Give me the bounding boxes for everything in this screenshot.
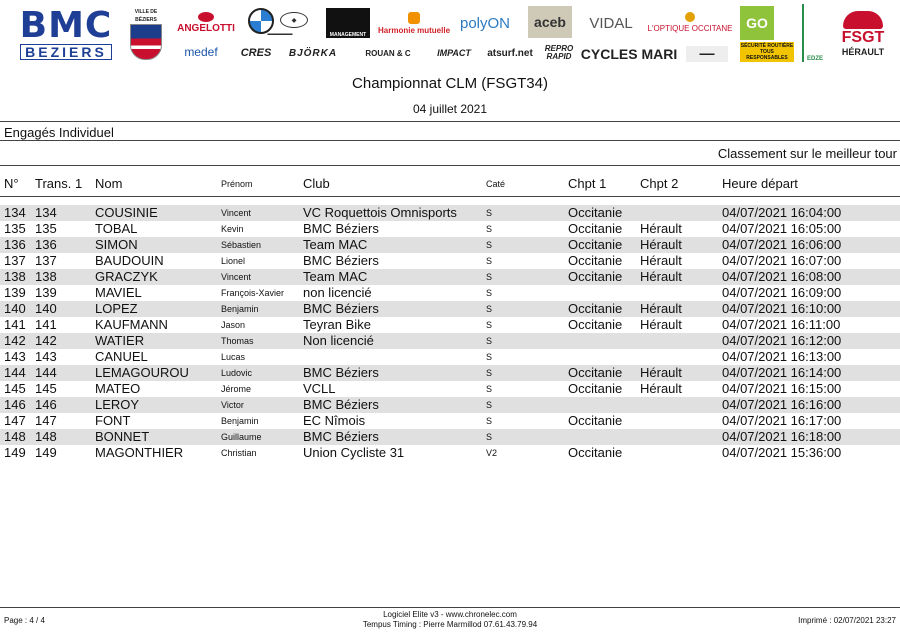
- table-row: [0, 333, 900, 349]
- cell-chpt2: Hérault: [640, 221, 682, 236]
- cell-nom: BAUDOUIN: [95, 253, 164, 268]
- cell-trans: 148: [35, 429, 57, 444]
- column-header-club: Club: [303, 176, 330, 191]
- cell-cate: S: [486, 336, 493, 346]
- page-number: Page : 4 / 4: [4, 616, 45, 625]
- rouan-text: ROUAN & C: [365, 48, 411, 58]
- angelotti-logo: [176, 10, 236, 36]
- table-row: [0, 349, 900, 365]
- cell-depart: 04/07/2021 16:17:00: [722, 413, 842, 428]
- securite-routiere-logo: [740, 42, 794, 62]
- cell-trans: 134: [35, 205, 57, 220]
- impact-logo: [430, 46, 478, 60]
- polyon-logo: [456, 12, 514, 34]
- repro-rapid-logo: [542, 44, 576, 62]
- cell-chpt2: Hérault: [640, 381, 682, 396]
- cell-cate: S: [486, 288, 493, 298]
- cell-trans: 138: [35, 269, 57, 284]
- atsurf-text: atsurf.net: [487, 47, 533, 59]
- table-row: [0, 221, 900, 237]
- medef-text: medef: [184, 45, 218, 59]
- cell-prenom: Guillaume: [221, 432, 262, 442]
- cell-club: Team MAC: [303, 237, 368, 252]
- cell-cate: S: [486, 208, 493, 218]
- cell-nom: KAUFMANN: [95, 317, 168, 332]
- polyon-text: polyON: [459, 14, 511, 32]
- management-text: MANAGEMENT: [329, 32, 367, 38]
- cell-num: 139: [4, 285, 26, 300]
- edze-text: EDZE: [806, 56, 823, 62]
- cell-prenom: Kevin: [221, 224, 244, 234]
- page-title: Championnat CLM (FSGT34): [352, 75, 548, 92]
- optique-mark-icon: [685, 12, 695, 22]
- cell-club: Non licencié: [303, 333, 374, 348]
- beziers-city-logo: [128, 8, 164, 60]
- cell-chpt2: Hérault: [640, 253, 682, 268]
- cell-depart: 04/07/2021 16:11:00: [722, 317, 841, 332]
- cell-cate: S: [486, 384, 493, 394]
- cell-nom: CANUEL: [95, 349, 148, 364]
- divider: [0, 607, 900, 608]
- optique-occitane-logo: [647, 8, 733, 36]
- table-row: [0, 301, 900, 317]
- optique-text: L'OPTIQUE OCCITANE: [647, 23, 733, 33]
- column-header-chpt1: Chpt 1: [568, 176, 607, 191]
- cell-prenom: Benjamin: [221, 304, 259, 314]
- cell-num: 145: [4, 381, 26, 396]
- entries-table: [0, 205, 900, 461]
- cell-trans: 137: [35, 253, 57, 268]
- cell-num: 149: [4, 445, 26, 460]
- cell-nom: GRACZYK: [95, 269, 158, 284]
- divider: [0, 121, 900, 122]
- medef-logo: [170, 44, 232, 60]
- aceb-logo: [528, 6, 572, 38]
- timing-credit: Tempus Timing : Pierre Marmillod 07.61.43.79.94: [362, 620, 538, 629]
- cell-club: VC Roquettois Omnisports: [303, 205, 457, 220]
- atsurf-logo: [486, 46, 534, 60]
- divider: [0, 196, 900, 197]
- cell-chpt2: Hérault: [640, 237, 682, 252]
- cell-depart: 04/07/2021 16:09:00: [722, 285, 842, 300]
- cell-prenom: Christian: [221, 448, 257, 458]
- cell-trans: 142: [35, 333, 57, 348]
- table-row: [0, 429, 900, 445]
- cell-trans: 147: [35, 413, 57, 428]
- cell-depart: 04/07/2021 16:06:00: [722, 237, 842, 252]
- cell-cate: S: [486, 320, 493, 330]
- angelotti-mark-icon: [198, 12, 214, 22]
- column-header-chpt2: Chpt 2: [640, 176, 679, 191]
- cell-chpt1: Occitanie: [568, 301, 623, 316]
- cell-club: Union Cycliste 31: [303, 445, 405, 460]
- cell-trans: 141: [35, 317, 57, 332]
- cell-prenom: Jason: [221, 320, 246, 330]
- cell-depart: 04/07/2021 16:04:00: [722, 205, 842, 220]
- cell-club: Team MAC: [303, 269, 368, 284]
- cell-chpt1: Occitanie: [568, 365, 623, 380]
- cell-cate: S: [486, 400, 493, 410]
- cell-trans: 136: [35, 237, 57, 252]
- table-row: [0, 269, 900, 285]
- bmc-logo-subtext: BEZIERS: [20, 44, 112, 60]
- cell-num: 141: [4, 317, 26, 332]
- column-header-depart: Heure départ: [722, 176, 798, 191]
- cell-trans: 145: [35, 381, 57, 396]
- cell-depart: 04/07/2021 16:08:00: [722, 269, 842, 284]
- cell-nom: LEMAGOUROU: [95, 365, 189, 380]
- cell-prenom: Ludovic: [221, 368, 253, 378]
- cell-nom: SIMON: [95, 237, 138, 252]
- cell-cate: S: [486, 432, 493, 442]
- cell-trans: 146: [35, 397, 57, 412]
- cell-cate: S: [486, 416, 493, 426]
- cell-club: BMC Béziers: [303, 397, 379, 412]
- column-header-nom: Nom: [95, 176, 123, 191]
- bmc-logo-text: BMC: [19, 5, 113, 46]
- cell-club: non licencié: [303, 285, 372, 300]
- table-row: [0, 381, 900, 397]
- table-row: [0, 237, 900, 253]
- bmc-beziers-logo: [14, 5, 118, 60]
- cell-num: 134: [4, 205, 26, 220]
- table-row: [0, 205, 900, 221]
- bjorka-logo: [284, 46, 342, 60]
- cres-text: CRES: [240, 47, 272, 59]
- cell-chpt1: Occitanie: [568, 381, 623, 396]
- cycles-mari-logo: [580, 46, 678, 62]
- cell-trans: 135: [35, 221, 57, 236]
- cell-depart: 04/07/2021 16:13:00: [722, 349, 842, 364]
- cell-cate: S: [486, 304, 493, 314]
- table-row: [0, 413, 900, 429]
- cell-cate: S: [486, 368, 493, 378]
- cell-trans: 143: [35, 349, 57, 364]
- cell-prenom: Benjamin: [221, 416, 259, 426]
- cell-chpt1: Occitanie: [568, 269, 623, 284]
- cell-cate: S: [486, 352, 493, 362]
- vidal-text: VIDAL: [589, 14, 633, 32]
- dealer-logo-icon: ▬▬▬▬▬: [267, 31, 293, 37]
- harmonie-text: Harmonie mutuelle: [378, 25, 451, 35]
- cell-club: Teyran Bike: [303, 317, 371, 332]
- cell-trans: 139: [35, 285, 57, 300]
- cell-num: 138: [4, 269, 26, 284]
- software-credit: Logiciel Elite v3 - www.chronelec.com: [383, 610, 517, 619]
- table-row: [0, 397, 900, 413]
- cell-nom: MATEO: [95, 381, 141, 396]
- cell-chpt2: Hérault: [640, 365, 682, 380]
- cell-prenom: Lucas: [221, 352, 246, 362]
- cell-club: BMC Béziers: [303, 221, 379, 236]
- cell-chpt1: Occitanie: [568, 253, 623, 268]
- cell-num: 144: [4, 365, 26, 380]
- cell-num: 146: [4, 397, 26, 412]
- harmonie-mutuelle-logo: [378, 8, 451, 38]
- rouan-logo: [356, 46, 420, 60]
- cell-cate: S: [486, 272, 493, 282]
- cell-depart: 04/07/2021 16:12:00: [722, 333, 842, 348]
- angelotti-text: ANGELOTTI: [177, 23, 235, 34]
- cell-nom: WATIER: [95, 333, 145, 348]
- mini-logo-icon: ◆: [280, 12, 308, 28]
- management-logo: [326, 8, 370, 38]
- cell-nom: BONNET: [95, 429, 150, 444]
- go-text: GO: [746, 15, 768, 31]
- cell-nom: MAVIEL: [95, 285, 142, 300]
- cell-club: VCLL: [303, 381, 336, 396]
- edze-logo: [802, 4, 826, 62]
- table-row: [0, 365, 900, 381]
- harmonie-mark-icon: [408, 12, 420, 24]
- table-row: [0, 317, 900, 333]
- column-header-num: N°: [4, 176, 19, 191]
- cell-num: 142: [4, 333, 26, 348]
- cell-num: 137: [4, 253, 26, 268]
- cell-chpt1: Occitanie: [568, 205, 623, 220]
- cell-nom: MAGONTHIER: [95, 445, 184, 460]
- cell-club: BMC Béziers: [303, 429, 379, 444]
- footer-credits: [0, 610, 900, 630]
- cell-cate: S: [486, 256, 493, 266]
- cell-prenom: François-Xavier: [221, 288, 285, 298]
- cell-num: 135: [4, 221, 26, 236]
- herault-text: HÉRAULT: [841, 47, 885, 57]
- impact-text: IMPACT: [437, 48, 471, 58]
- column-header-prenom: Prénom: [221, 179, 253, 189]
- cell-depart: 04/07/2021 16:14:00: [722, 365, 842, 380]
- securite-text: SÉCURITÉ ROUTIÈRE TOUS RESPONSABLES: [740, 43, 794, 61]
- cell-chpt1: Occitanie: [568, 413, 623, 428]
- cell-nom: LOPEZ: [95, 301, 138, 316]
- cell-club: EC Nîmois: [303, 413, 366, 428]
- fsgt-text: FSGT: [841, 29, 885, 46]
- cell-chpt2: Hérault: [640, 301, 682, 316]
- cell-trans: 140: [35, 301, 57, 316]
- section-title: Engagés Individuel: [4, 125, 114, 140]
- sponsor-banner: [0, 0, 900, 70]
- table-row: [0, 445, 900, 461]
- cell-depart: 04/07/2021 15:36:00: [722, 445, 842, 460]
- cell-cate: S: [486, 240, 493, 250]
- cell-depart: 04/07/2021 16:15:00: [722, 381, 842, 396]
- table-row: [0, 253, 900, 269]
- cell-depart: 04/07/2021 16:16:00: [722, 397, 842, 412]
- divider: [0, 140, 900, 141]
- cell-cate: S: [486, 224, 493, 234]
- cell-nom: TOBAL: [95, 221, 138, 236]
- cell-depart: 04/07/2021 16:05:00: [722, 221, 842, 236]
- cell-chpt2: Hérault: [640, 317, 682, 332]
- cell-nom: FONT: [95, 413, 131, 428]
- column-header-trans: Trans. 1: [35, 176, 83, 191]
- event-date: 04 juillet 2021: [412, 102, 488, 116]
- cell-num: 148: [4, 429, 26, 444]
- vidal-logo: [586, 10, 636, 36]
- ranking-note: Classement sur le meilleur tour: [717, 146, 897, 161]
- cell-prenom: Victor: [221, 400, 244, 410]
- cell-prenom: Vincent: [221, 208, 251, 218]
- cell-nom: LEROY: [95, 397, 140, 412]
- cell-chpt1: Occitanie: [568, 317, 623, 332]
- cell-chpt1: Occitanie: [568, 445, 623, 460]
- cell-club: BMC Béziers: [303, 365, 379, 380]
- beziers-city-text: VILLE DE BÉZIERS: [134, 9, 158, 23]
- table-row: [0, 285, 900, 301]
- fsgt-herault-logo: [834, 6, 892, 62]
- cell-prenom: Sébastien: [221, 240, 262, 250]
- cell-club: BMC Béziers: [303, 253, 379, 268]
- cell-num: 147: [4, 413, 26, 428]
- cell-num: 143: [4, 349, 26, 364]
- ffc-logo-icon: ▬▬▬: [686, 46, 728, 62]
- cell-cate: V2: [486, 448, 498, 458]
- cell-chpt2: Hérault: [640, 269, 682, 284]
- cell-prenom: Thomas: [221, 336, 254, 346]
- cell-club: BMC Béziers: [303, 301, 379, 316]
- cell-prenom: Vincent: [221, 272, 251, 282]
- cres-logo: [238, 46, 274, 60]
- cell-num: 140: [4, 301, 26, 316]
- cell-trans: 144: [35, 365, 57, 380]
- aceb-text: aceb: [534, 14, 566, 30]
- cell-depart: 04/07/2021 16:18:00: [722, 429, 842, 444]
- fsgt-bird-icon: [843, 11, 883, 29]
- cell-depart: 04/07/2021 16:10:00: [722, 301, 842, 316]
- divider: [0, 165, 900, 166]
- cell-prenom: Lionel: [221, 256, 246, 266]
- cycles-mari-text: CYCLES MARI: [580, 46, 678, 62]
- beziers-shield-icon: [130, 24, 162, 60]
- repro-text: REPRO RAPID: [544, 44, 574, 61]
- printed-timestamp: Imprimé : 02/07/2021 23:27: [798, 616, 896, 625]
- cell-trans: 149: [35, 445, 57, 460]
- cell-chpt1: Occitanie: [568, 237, 623, 252]
- cell-prenom: Jérome: [221, 384, 252, 394]
- cell-num: 136: [4, 237, 26, 252]
- cell-chpt1: Occitanie: [568, 221, 623, 236]
- bjorka-text: BJÖRKA: [288, 47, 338, 59]
- cell-depart: 04/07/2021 16:07:00: [722, 253, 842, 268]
- cell-nom: COUSINIE: [95, 205, 158, 220]
- go-sport-logo: [740, 6, 774, 40]
- column-header-cate: Caté: [486, 179, 506, 189]
